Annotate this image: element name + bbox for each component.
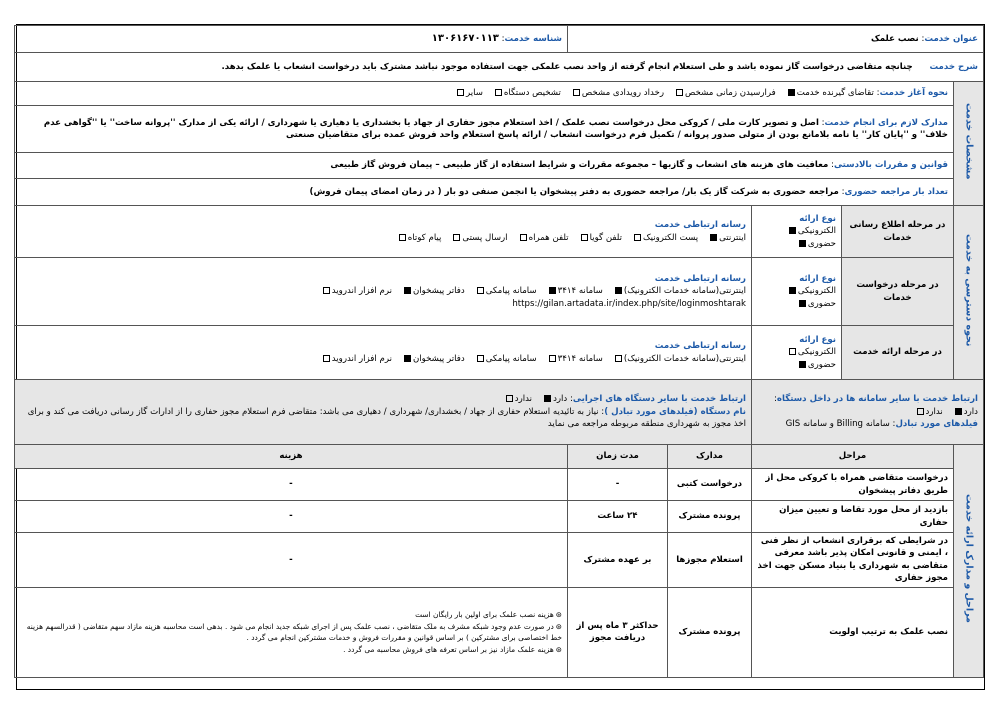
option-label: الکترونیکی [797,347,836,358]
visits-row [14,179,983,206]
external-label: ارتباط خدمت با سایر دستگاه های اجرایی [572,394,746,405]
option-label: سایر [465,88,483,99]
option-label: حضوری [807,238,836,249]
option-item[interactable] [612,285,746,297]
option-item[interactable] [612,353,746,365]
option-item[interactable] [796,359,836,371]
access-types [757,346,836,371]
checkbox-checked[interactable] [404,287,411,294]
option-item[interactable] [570,87,664,99]
checkbox-unchecked[interactable] [549,355,556,362]
access-stage-row [14,206,983,258]
time-header: مدت زمان [567,445,667,469]
checkbox-checked[interactable] [955,408,962,415]
step-row [14,469,983,501]
cost-header: هزینه [14,445,567,469]
option-item[interactable] [541,393,567,405]
option-label: دارد [553,394,568,405]
option-item[interactable] [517,232,569,244]
option-item[interactable] [401,353,465,365]
option-item[interactable] [454,87,483,99]
doc-header: مدارک [668,445,752,469]
docs-cell: مدارک لازم برای انجام خدمت: اصل و تصویر کارت ملی / کروکی محل درخواست نصب علمک / اخذ استعلام مجوز حفاری از جهاد یا بخشداری یا دهیاری یا شهرداری / ارائه یکی از مدارک ''پروانه ساخت'' یا ''گواهی عدم خلاف'' و ''پایان کار'' یا نامه بلامانع بودن از متولی صدور پروانه / تکمیل فرم درخواست انشعاب / ارائه پاسخ استعلام واحد فروش عمده برای متقاضیان صنعتی [14,106,953,153]
step-stage: بازدید از محل مورد تقاضا و تعیین میزان حفاری [752,501,954,533]
checkbox-unchecked[interactable] [581,234,588,241]
option-label: نرم افزار اندروید [331,286,392,297]
checkbox-unchecked[interactable] [323,355,330,362]
option-item[interactable] [492,87,561,99]
service-sheet [16,24,985,690]
step-time: حداکثر ۳ ماه پس از دریافت مجوز [567,587,667,677]
channel-header: رسانه ارتباطی خدمت [654,341,746,352]
option-label: فرارسیدن زمانی مشخص [685,88,776,99]
option-label: اینترنتی(سامانه خدمات الکترونیک) [623,286,746,297]
step-stage: در شرایطی که برقراری انشعاب از نظر فنی ، ایمنی و قانونی امکان پذیر باشد معرفی متقاضی به شهرداری یا بنیاد مسکن جهت اخذ مجوز حفاری [752,533,954,588]
option-item[interactable] [785,87,874,99]
access-channels-cell [14,206,751,258]
links-row [14,380,983,445]
checkbox-unchecked[interactable] [676,89,683,96]
access-stage-label: در مرحله درخواست خدمات [842,258,954,326]
header-row [14,26,983,53]
checkbox-unchecked[interactable] [615,355,622,362]
request-url-link[interactable]: https://gilan.artadata.ir/index.php/site/loginmoshtarak [512,298,746,309]
start-row [14,82,983,106]
internal-fields-label: فیلدهای مورد تبادل [895,419,978,430]
option-item[interactable] [546,285,603,297]
cost-notes [14,587,567,677]
option-label: الکترونیکی [797,226,836,237]
id-label: شناسه خدمت [504,33,562,44]
step-row [14,501,983,533]
start-options [445,88,874,98]
checkbox-checked[interactable] [799,240,806,247]
checkbox-unchecked[interactable] [506,395,513,402]
option-label: تلفن همراه [528,232,569,243]
access-side-label: نحوه دسترسی به خدمت [954,206,984,380]
channel-header: رسانه ارتباطی خدمت [654,273,746,284]
option-item[interactable] [401,285,465,297]
checkbox-checked[interactable] [788,89,795,96]
specs-side-label: مشخصات خدمت [954,82,984,206]
step-cost: - [14,469,567,501]
service-table [14,25,984,678]
option-item[interactable] [796,238,836,250]
checkbox-unchecked[interactable] [495,89,502,96]
option-label: رخداد رویدادی مشخص [581,88,664,99]
step-doc: درخواست کتبی [668,469,752,501]
type-header: نوع ارائه [799,273,836,284]
cost-note: ⊛هزینه علمک مازاد نیز بر اساس تعرفه های فروش محاسبه می گردد . [343,644,562,654]
option-item[interactable] [631,232,698,244]
bullet-icon: ⊛ [555,644,562,654]
checkbox-unchecked[interactable] [323,287,330,294]
checkbox-unchecked[interactable] [399,234,406,241]
internal-label: ارتباط خدمت با سایر سامانه ها در داخل دستگاه [776,394,978,405]
option-label: تشخیص دستگاه [503,88,561,99]
option-item[interactable] [546,353,603,365]
visits-text: مراجعه حضوری به شرکت گاز یک بار/ مراجعه حضوری به دفتر پیشخوان یا انجمن صنفی دو بار ( در زمان امضای پیمان فروش) [309,186,839,197]
laws-label: قوانین و مقررات بالادستی [833,160,948,171]
option-label: ندارد [514,394,533,405]
visits-cell: تعداد بار مراجعه حضوری: مراجعه حضوری به شرکت گاز یک بار/ مراجعه حضوری به دفتر پیشخوان یا انجمن صنفی دو بار ( در زمان امضای پیمان فروش) [14,179,953,206]
access-types [757,225,836,250]
title-value: نصب علمک [871,33,919,44]
option-item[interactable] [952,406,978,418]
option-label: دفاتر پیشخوان [412,286,465,297]
option-label: حضوری [807,298,836,309]
access-stage-row [14,258,983,326]
checkbox-unchecked[interactable] [477,355,484,362]
step-cost: - [14,501,567,533]
checkbox-checked[interactable] [799,300,806,307]
cost-notes-list [20,609,562,655]
cost-note: ⊛در صورت عدم وجود شبکه مشرف به ملک متقاضی ، نصب علمک پس از اجرای شبکه جدید انجام می شود . بدهی است محاسبه هزینه مازاد سهم متقاضی ( قدرالسهم هزینه خط اختصاصی برای مشترکین ) بر اساس قوانین و مقررات فروش و خدمات مشترکین انجام می گردد . [26,621,562,643]
option-label: دارد [963,406,978,417]
description-cell [14,53,983,82]
option-item[interactable] [578,232,622,244]
docs-row [14,106,983,153]
option-item[interactable] [914,406,943,418]
option-label: پیام کوتاه [407,232,442,243]
type-header: نوع ارائه [799,334,836,345]
option-label: سامانه پیامکی [485,353,537,364]
description-row [14,53,983,82]
option-label: سامانه پیامکی [485,286,537,297]
start-label: نحوه آغاز خدمت [879,88,948,99]
option-item[interactable] [396,232,442,244]
step-stage: نصب علمک به ترتیب اولویت [752,587,954,677]
option-label: اینترنتی [719,232,746,243]
checkbox-checked[interactable] [799,361,806,368]
checkbox-checked[interactable] [710,234,717,241]
checkbox-checked[interactable] [549,287,556,294]
access-stage-row [14,326,983,380]
type-header: نوع ارائه [799,213,836,224]
access-channels [20,285,746,297]
checkbox-checked[interactable] [404,355,411,362]
id-cell: شناسه خدمت: ۱۳۰۶۱۶۷۰۱۱۳ [14,26,567,53]
option-label: اینترنتی(سامانه خدمات الکترونیک) [623,353,746,364]
external-links-cell: ارتباط خدمت با سایر دستگاه های اجرایی: داردندارد نام دستگاه (فیلدهای مورد تبادل ): نیاز به تائیدیه استعلام حفاری از جهاد / بخشداری/ شهرداری / دهیاری می باشد: متقاضی فرم استعلام مجوز حفاری را از ادارات گاز رسانی دریافت می کند و برای اخذ مجوز به شهرداری منطقه مربوطه مراجعه می نماید [14,380,751,445]
cost-note: ⊛هزینه نصب علمک برای اولین بار رایگان است [415,610,562,620]
bullet-icon: ⊛ [555,621,562,631]
checkbox-unchecked[interactable] [634,234,641,241]
description-label: شرح خدمت [929,61,978,72]
access-channels [20,232,746,244]
description-text: چنانچه متقاضی درخواست گاز نموده باشد و طی استعلام انجام گرفته از واحد نصب علمکی جهت استفاده موجود نباشد مشترک باید درخواست انشعاب یا علمک بدهد. [221,61,913,72]
option-label: نرم افزار اندروید [331,353,392,364]
access-stage-label: در مرحله اطلاع رسانی خدمات [842,206,954,258]
option-label: ارسال پستی [462,232,508,243]
checkbox-unchecked[interactable] [573,89,580,96]
access-types-cell [752,206,842,258]
option-item[interactable] [503,393,532,405]
checkbox-checked[interactable] [544,395,551,402]
access-types-cell [752,258,842,326]
option-item[interactable] [450,232,507,244]
checkbox-checked[interactable] [789,227,796,234]
step-doc: استعلام مجوزها [668,533,752,588]
step-stage: درخواست متقاضی همراه با کروکی محل از طریق دفاتر پیشخوان [752,469,954,501]
internal-options [905,407,978,417]
steps-header-row [14,445,983,469]
internal-links-cell: ارتباط خدمت با سایر سامانه ها در داخل دستگاه: داردندارد فیلدهای مورد تبادل: سامانه Billing و سامانه GIS [752,380,984,445]
checkbox-unchecked[interactable] [917,408,924,415]
step-doc: پرونده مشترک [668,501,752,533]
access-stage-label: در مرحله ارائه خدمت [842,326,954,380]
step-row [14,533,983,588]
step-cost: - [14,533,567,588]
title-label: عنوان خدمت [924,33,978,44]
bullet-icon: ⊛ [555,610,562,620]
laws-text: معافیت های هزینه های انشعاب و گازبها – مجموعه مقررات و شرایط استفاده از گاز طبیعی – پیمان فروش گاز طبیعی [330,160,829,171]
step-time: ۲۴ ساعت [567,501,667,533]
option-item[interactable] [673,87,776,99]
option-label: ندارد [925,406,943,417]
checkbox-unchecked[interactable] [789,348,796,355]
option-label: حضوری [807,359,836,370]
option-item[interactable] [320,285,392,297]
step-time: - [567,469,667,501]
laws-row [14,153,983,179]
steps-side-label: مراحل و مدارک ارائه خدمت [954,445,984,678]
internal-fields-text: سامانه Billing و سامانه GIS [785,419,890,430]
checkbox-unchecked[interactable] [453,234,460,241]
access-channels-cell [14,326,751,380]
stage-header: مراحل [752,445,954,469]
docs-text: اصل و تصویر کارت ملی / کروکی محل درخواست نصب علمک / اخذ استعلام مجوز حفاری از جهاد یا بخشداری یا دهیاری یا شهرداری / ارائه یکی از مدارک ''پروانه ساخت'' یا ''گواهی عدم خلاف'' و ''پایان کار'' یا نامه بلامانع بودن از متولی صدور پروانه / تکمیل فرم درخواست انشعاب / ارائه پاسخ استعلام واحد فروش عمده برای متقاضیان صنعتی [43,117,948,140]
option-item[interactable] [320,353,392,365]
option-item[interactable] [786,225,836,237]
checkbox-checked[interactable] [615,287,622,294]
step-row [14,587,983,677]
title-cell: عنوان خدمت: نصب علمک [567,26,983,53]
laws-cell: قوانین و مقررات بالادستی: معافیت های هزینه های انشعاب و گازبها – مجموعه مقررات و شرایط استفاده از گاز طبیعی – پیمان فروش گاز طبیعی [14,153,953,179]
option-label: دفاتر پیشخوان [412,353,465,364]
channel-header: رسانه ارتباطی خدمت [654,220,746,231]
access-types [757,285,836,310]
option-label: پست الکترونیک [642,232,699,243]
docs-label: مدارک لازم برای انجام خدمت [824,117,948,128]
option-label: الکترونیکی [797,286,836,297]
external-fields-label: نام دستگاه (فیلدهای مورد تبادل ) [604,406,746,417]
checkbox-checked[interactable] [789,287,796,294]
option-label: تلفن گویا [589,232,622,243]
checkbox-unchecked[interactable] [520,234,527,241]
option-item[interactable] [786,285,836,297]
step-doc: پرونده مشترک [668,587,752,677]
option-label: تقاضای گیرنده خدمت [796,88,874,99]
visits-label: تعداد بار مراجعه حضوری [844,186,948,197]
external-fields-text: نیاز به تائیدیه استعلام حفاری از جهاد / بخشداری/ شهرداری / دهیاری می باشد: متقاضی فرم استعلام مجوز حفاری را از ادارات گاز رسانی دریافت می کند و برای اخذ مجوز به شهرداری منطقه مربوطه مراجعه می نماید [27,406,746,430]
option-item[interactable] [786,346,836,358]
access-channels [20,353,746,365]
option-item[interactable] [707,232,746,244]
option-label: سامانه ۳۴۱۴ [557,286,603,297]
checkbox-unchecked[interactable] [477,287,484,294]
option-label: سامانه ۳۴۱۴ [557,353,603,364]
checkbox-unchecked[interactable] [457,89,464,96]
start-cell: نحوه آغاز خدمت: تقاضای گیرنده خدمتفرارسیدن زمانی مشخصرخداد رویدادی مشخصتشخیص دستگاهسایر [14,82,953,106]
access-channels-cell [14,258,751,326]
option-item[interactable] [474,353,537,365]
external-options [494,394,567,404]
option-item[interactable] [796,298,836,310]
id-value: ۱۳۰۶۱۶۷۰۱۱۳ [431,32,499,44]
access-types-cell [752,326,842,380]
option-item[interactable] [474,285,537,297]
step-time: بر عهده مشترک [567,533,667,588]
